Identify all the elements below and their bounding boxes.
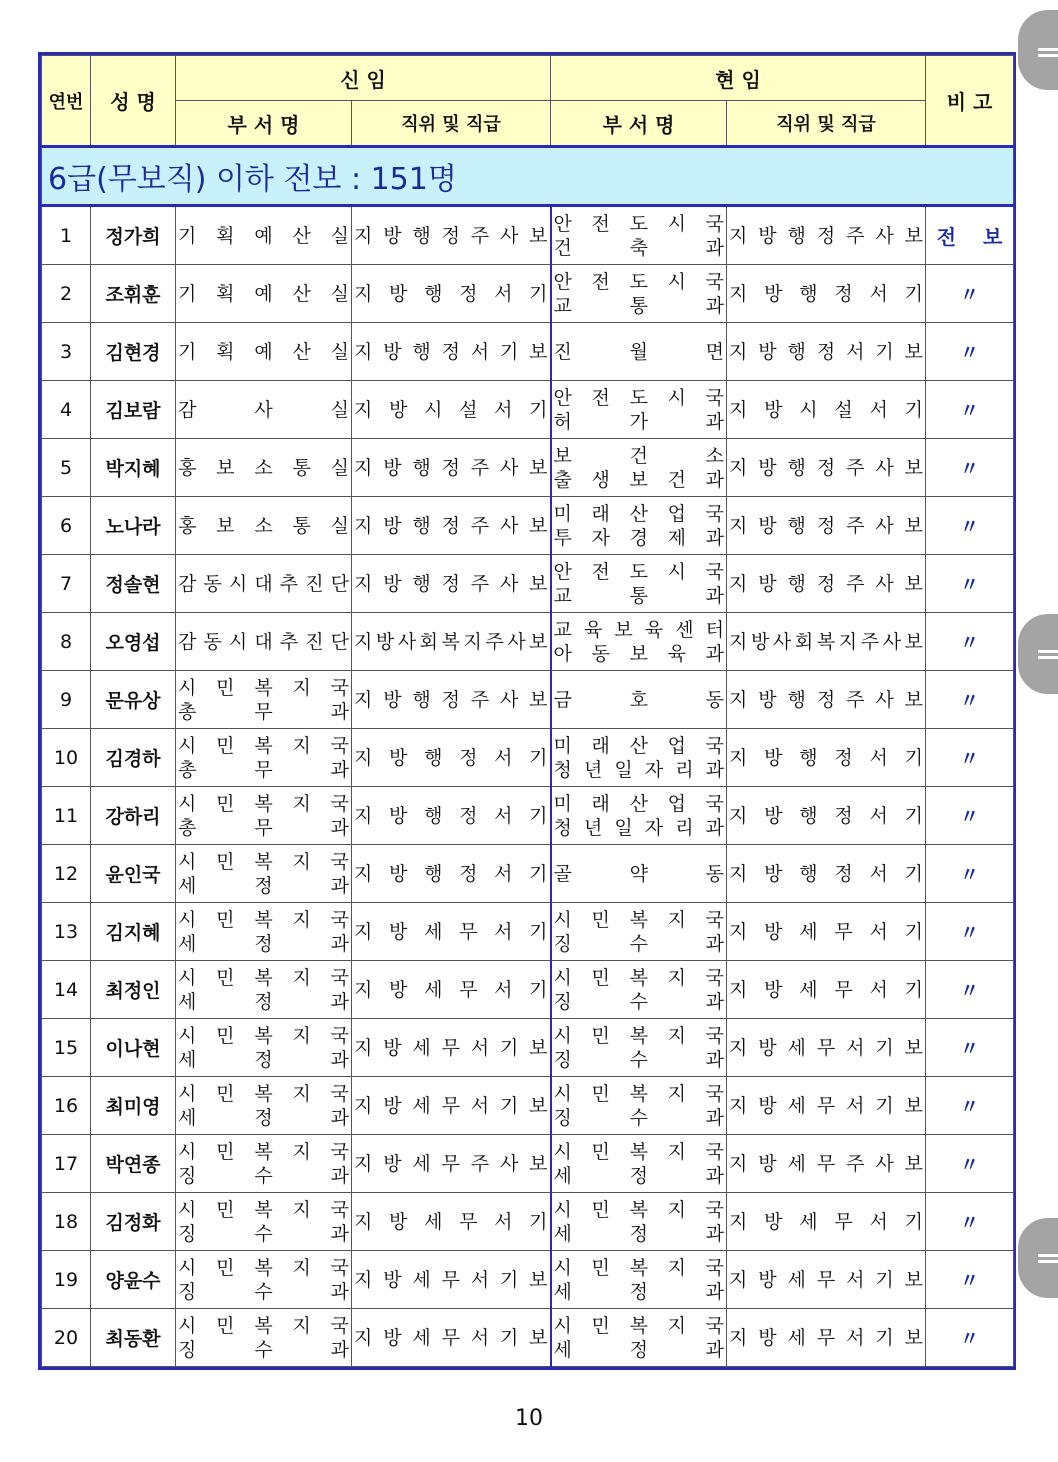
table-row xyxy=(42,1077,1014,1135)
new-dept: 시 민 복 지 국 징 수 과 xyxy=(176,1193,352,1251)
header-name: 성 명 xyxy=(91,56,176,147)
new-rank: 지 방 세 무 주 사 보 xyxy=(352,1135,551,1193)
person-name: 윤인국 xyxy=(91,845,176,903)
current-dept: 시 민 복 지 국 징 수 과 xyxy=(551,961,727,1019)
row-number: 16 xyxy=(42,1077,91,1135)
current-rank: 지 방 세 무 서 기 xyxy=(727,1193,926,1251)
table-row xyxy=(42,497,1014,555)
row-number: 12 xyxy=(42,845,91,903)
binder-tab-middle xyxy=(1018,614,1058,694)
new-rank: 지 방 행 정 서 기 xyxy=(352,265,551,323)
person-name: 김현경 xyxy=(91,323,176,381)
table-row xyxy=(42,961,1014,1019)
current-rank: 지 방 행 정 주 사 보 xyxy=(727,206,926,265)
person-name: 조휘훈 xyxy=(91,265,176,323)
new-dept: 시 민 복 지 국 세 정 과 xyxy=(176,903,352,961)
person-name: 정솔현 xyxy=(91,555,176,613)
new-rank: 지 방 행 정 서 기 xyxy=(352,729,551,787)
note: 〃 xyxy=(926,497,1014,555)
new-dept: 기 획 예 산 실 xyxy=(176,323,352,381)
person-name: 김정화 xyxy=(91,1193,176,1251)
row-number: 14 xyxy=(42,961,91,1019)
new-dept: 시 민 복 지 국 세 정 과 xyxy=(176,1077,352,1135)
new-rank: 지 방 세 무 서 기 보 xyxy=(352,1309,551,1367)
current-dept: 시 민 복 지 국 세 정 과 xyxy=(551,1309,727,1367)
new-rank: 지 방 세 무 서 기 xyxy=(352,1193,551,1251)
current-dept: 시 민 복 지 국 징 수 과 xyxy=(551,903,727,961)
personnel-table xyxy=(38,52,1016,1370)
current-dept: 진 월 면 xyxy=(551,323,727,381)
note: 〃 xyxy=(926,1251,1014,1309)
current-rank: 지 방 행 정 주 사 보 xyxy=(727,497,926,555)
new-rank: 지 방 세 무 서 기 보 xyxy=(352,1077,551,1135)
new-rank: 지 방 행 정 서 기 xyxy=(352,787,551,845)
new-rank: 지 방 세 무 서 기 xyxy=(352,961,551,1019)
table-row xyxy=(42,613,1014,671)
person-name: 박연종 xyxy=(91,1135,176,1193)
header-cur-rank: 직위 및 직급 xyxy=(727,101,926,147)
table-row xyxy=(42,439,1014,497)
current-dept: 미 래 산 업 국 투 자 경 제 과 xyxy=(551,497,727,555)
new-dept: 시 민 복 지 국 징 수 과 xyxy=(176,1309,352,1367)
note: 전 보 xyxy=(926,206,1014,265)
header-new-dept: 부 서 명 xyxy=(176,101,352,147)
current-dept: 교 육 보 육 센 터 아 동 보 육 과 xyxy=(551,613,727,671)
table-row xyxy=(42,323,1014,381)
header-note: 비 고 xyxy=(926,56,1014,147)
current-dept: 미 래 산 업 국 청 년 일 자 리 과 xyxy=(551,729,727,787)
table-row xyxy=(42,555,1014,613)
person-name: 김경하 xyxy=(91,729,176,787)
note: 〃 xyxy=(926,323,1014,381)
person-name: 양윤수 xyxy=(91,1251,176,1309)
person-name: 김지혜 xyxy=(91,903,176,961)
new-rank: 지 방 행 정 주 사 보 xyxy=(352,497,551,555)
row-number: 5 xyxy=(42,439,91,497)
person-name: 이나현 xyxy=(91,1019,176,1077)
new-dept: 기 획 예 산 실 xyxy=(176,265,352,323)
note: 〃 xyxy=(926,555,1014,613)
current-dept: 안 전 도 시 국 허 가 과 xyxy=(551,381,727,439)
person-name: 박지혜 xyxy=(91,439,176,497)
new-dept: 기 획 예 산 실 xyxy=(176,206,352,265)
new-dept: 시 민 복 지 국 징 수 과 xyxy=(176,1135,352,1193)
table-row xyxy=(42,729,1014,787)
header-new-rank: 직위 및 직급 xyxy=(352,101,551,147)
current-rank: 지 방 행 정 서 기 xyxy=(727,729,926,787)
new-rank: 지 방 시 설 서 기 xyxy=(352,381,551,439)
note: 〃 xyxy=(926,729,1014,787)
row-number: 8 xyxy=(42,613,91,671)
note: 〃 xyxy=(926,671,1014,729)
new-rank: 지 방 세 무 서 기 보 xyxy=(352,1251,551,1309)
table-row xyxy=(42,265,1014,323)
note: 〃 xyxy=(926,439,1014,497)
current-rank: 지 방 행 정 주 사 보 xyxy=(727,671,926,729)
current-rank: 지 방 시 설 서 기 xyxy=(727,381,926,439)
current-dept: 시 민 복 지 국 징 수 과 xyxy=(551,1077,727,1135)
current-rank: 지 방 세 무 서 기 보 xyxy=(727,1019,926,1077)
current-dept: 시 민 복 지 국 징 수 과 xyxy=(551,1019,727,1077)
current-rank: 지 방 세 무 주 사 보 xyxy=(727,1135,926,1193)
table-row xyxy=(42,787,1014,845)
row-number: 3 xyxy=(42,323,91,381)
table-row xyxy=(42,1135,1014,1193)
table-row xyxy=(42,903,1014,961)
current-dept: 시 민 복 지 국 세 정 과 xyxy=(551,1251,727,1309)
note: 〃 xyxy=(926,903,1014,961)
new-dept: 홍 보 소 통 실 xyxy=(176,439,352,497)
note: 〃 xyxy=(926,845,1014,903)
new-rank: 지 방 행 정 주 사 보 xyxy=(352,206,551,265)
table-row xyxy=(42,1019,1014,1077)
page-number: 10 xyxy=(515,1406,543,1431)
person-name: 최동환 xyxy=(91,1309,176,1367)
current-rank: 지 방 세 무 서 기 보 xyxy=(727,1251,926,1309)
current-rank: 지 방 세 무 서 기 보 xyxy=(727,1309,926,1367)
new-dept: 시 민 복 지 국 세 정 과 xyxy=(176,1019,352,1077)
person-name: 김보람 xyxy=(91,381,176,439)
table-row xyxy=(42,845,1014,903)
row-number: 6 xyxy=(42,497,91,555)
new-dept: 감 사 실 xyxy=(176,381,352,439)
current-dept: 안 전 도 시 국 교 통 과 xyxy=(551,555,727,613)
note: 〃 xyxy=(926,1135,1014,1193)
row-number: 18 xyxy=(42,1193,91,1251)
note: 〃 xyxy=(926,381,1014,439)
current-dept: 시 민 복 지 국 세 정 과 xyxy=(551,1135,727,1193)
current-dept: 보 건 소 출 생 보 건 과 xyxy=(551,439,727,497)
row-number: 1 xyxy=(42,206,91,265)
person-name: 강하리 xyxy=(91,787,176,845)
new-rank: 지 방 행 정 서 기 보 xyxy=(352,323,551,381)
new-dept: 시 민 복 지 국 세 정 과 xyxy=(176,961,352,1019)
note: 〃 xyxy=(926,613,1014,671)
new-dept: 시 민 복 지 국 총 무 과 xyxy=(176,671,352,729)
binder-tab-top xyxy=(1018,10,1058,90)
person-name: 최미영 xyxy=(91,1077,176,1135)
section-title: 6급(무보직) 이하 전보 : 151명 xyxy=(42,147,1014,206)
row-number: 7 xyxy=(42,555,91,613)
table-row xyxy=(42,381,1014,439)
current-rank: 지 방 행 정 서 기 xyxy=(727,787,926,845)
note: 〃 xyxy=(926,265,1014,323)
row-number: 17 xyxy=(42,1135,91,1193)
new-dept: 시 민 복 지 국 총 무 과 xyxy=(176,787,352,845)
person-name: 문유상 xyxy=(91,671,176,729)
row-number: 20 xyxy=(42,1309,91,1367)
note: 〃 xyxy=(926,1309,1014,1367)
row-number: 2 xyxy=(42,265,91,323)
row-number: 15 xyxy=(42,1019,91,1077)
new-dept: 홍 보 소 통 실 xyxy=(176,497,352,555)
row-number: 4 xyxy=(42,381,91,439)
header-no: 연번 xyxy=(42,56,91,147)
header-current-post: 현 임 xyxy=(551,56,926,101)
current-dept: 골 약 동 xyxy=(551,845,727,903)
note: 〃 xyxy=(926,961,1014,1019)
note: 〃 xyxy=(926,1019,1014,1077)
new-dept: 감 동 시 대 추 진 단 xyxy=(176,555,352,613)
header-cur-dept: 부 서 명 xyxy=(551,101,727,147)
current-rank: 지 방 사 회 복 지 주 사 보 xyxy=(727,613,926,671)
note: 〃 xyxy=(926,1193,1014,1251)
current-dept: 안 전 도 시 국 교 통 과 xyxy=(551,265,727,323)
new-rank: 지 방 세 무 서 기 xyxy=(352,903,551,961)
new-dept: 시 민 복 지 국 징 수 과 xyxy=(176,1251,352,1309)
current-rank: 지 방 행 정 주 사 보 xyxy=(727,555,926,613)
current-rank: 지 방 행 정 서 기 xyxy=(727,265,926,323)
row-number: 10 xyxy=(42,729,91,787)
current-dept: 안 전 도 시 국 건 축 과 xyxy=(551,206,727,265)
current-rank: 지 방 행 정 주 사 보 xyxy=(727,439,926,497)
person-name: 정가희 xyxy=(91,206,176,265)
current-rank: 지 방 세 무 서 기 xyxy=(727,903,926,961)
row-number: 11 xyxy=(42,787,91,845)
current-rank: 지 방 세 무 서 기 xyxy=(727,961,926,1019)
current-rank: 지 방 세 무 서 기 보 xyxy=(727,1077,926,1135)
new-dept: 감 동 시 대 추 진 단 xyxy=(176,613,352,671)
current-dept: 시 민 복 지 국 세 정 과 xyxy=(551,1193,727,1251)
person-name: 최정인 xyxy=(91,961,176,1019)
new-rank: 지 방 행 정 주 사 보 xyxy=(352,671,551,729)
row-number: 9 xyxy=(42,671,91,729)
new-rank: 지 방 행 정 주 사 보 xyxy=(352,555,551,613)
note: 〃 xyxy=(926,1077,1014,1135)
table-row xyxy=(42,206,1014,265)
table-row xyxy=(42,671,1014,729)
new-dept: 시 민 복 지 국 세 정 과 xyxy=(176,845,352,903)
new-dept: 시 민 복 지 국 총 무 과 xyxy=(176,729,352,787)
new-rank: 지 방 행 정 주 사 보 xyxy=(352,439,551,497)
binder-tab-bottom xyxy=(1018,1218,1058,1298)
header-new-post: 신 임 xyxy=(176,56,551,101)
table-row xyxy=(42,1309,1014,1367)
current-rank: 지 방 행 정 서 기 xyxy=(727,845,926,903)
row-number: 13 xyxy=(42,903,91,961)
current-rank: 지 방 행 정 서 기 보 xyxy=(727,323,926,381)
new-rank: 지 방 행 정 서 기 xyxy=(352,845,551,903)
person-name: 노나라 xyxy=(91,497,176,555)
note: 〃 xyxy=(926,787,1014,845)
person-name: 오영섭 xyxy=(91,613,176,671)
new-rank: 지 방 세 무 서 기 보 xyxy=(352,1019,551,1077)
new-rank: 지 방 사 회 복 지 주 사 보 xyxy=(352,613,551,671)
current-dept: 금 호 동 xyxy=(551,671,727,729)
row-number: 19 xyxy=(42,1251,91,1309)
current-dept: 미 래 산 업 국 청 년 일 자 리 과 xyxy=(551,787,727,845)
table-row xyxy=(42,1251,1014,1309)
table-row xyxy=(42,1193,1014,1251)
